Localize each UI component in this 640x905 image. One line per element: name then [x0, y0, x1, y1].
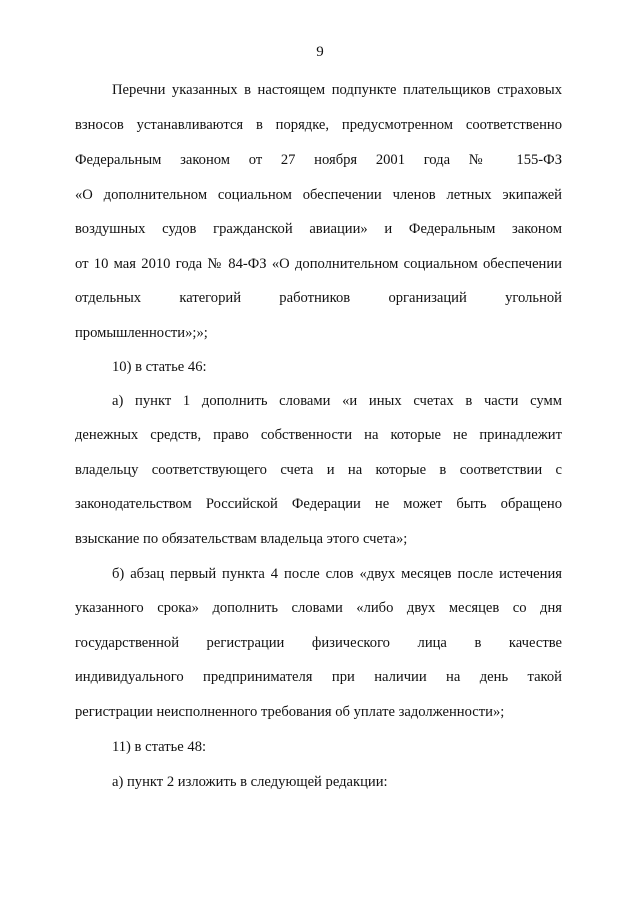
text-line: Федеральным законом от 27 ноября 2001 года № 155-ФЗ	[75, 152, 562, 168]
text-line: отдельных категорий работников организаций угольной	[75, 290, 562, 306]
text-line: взносов устанавливаются в порядке, предусмотренном соответственно	[75, 117, 562, 133]
text-line: а) пункт 1 дополнить словами «и иных счетах в части сумм	[112, 393, 562, 409]
text-line: 10) в статье 46:	[112, 359, 207, 375]
text-line: от 10 мая 2010 года № 84-ФЗ «О дополнительном социальном обеспечении	[75, 256, 562, 272]
text-line: б) абзац первый пункта 4 после слов «двух месяцев после истечения	[112, 566, 562, 582]
text-line: индивидуального предпринимателя при наличии на день такой	[75, 669, 562, 685]
text-line: воздушных судов гражданской авиации» и Федеральным законом	[75, 221, 562, 237]
text-line: указанного срока» дополнить словами «либо двух месяцев со дня	[75, 600, 562, 616]
text-line: законодательством Российской Федерации не может быть обращено	[75, 496, 562, 512]
text-line: а) пункт 2 изложить в следующей редакции:	[112, 774, 388, 790]
text-line: Перечни указанных в настоящем подпункте плательщиков страховых	[112, 82, 562, 98]
text-line: денежных средств, право собственности на которые не принадлежит	[75, 427, 562, 443]
text-line: государственной регистрации физического лица в качестве	[75, 635, 562, 651]
text-line: 11) в статье 48:	[112, 739, 207, 755]
text-line: владельцу соответствующего счета и на которые в соответствии с	[75, 462, 562, 478]
text-line: «О дополнительном социальном обеспечении членов летных экипажей	[75, 187, 562, 203]
text-line: промышленности»;»;	[75, 325, 208, 341]
text-line: регистрации неисполненного требования об уплате задолженности»;	[75, 704, 505, 720]
text-line: взыскание по обязательствам владельца этого счета»;	[75, 531, 408, 547]
page-number: 9	[316, 44, 324, 60]
